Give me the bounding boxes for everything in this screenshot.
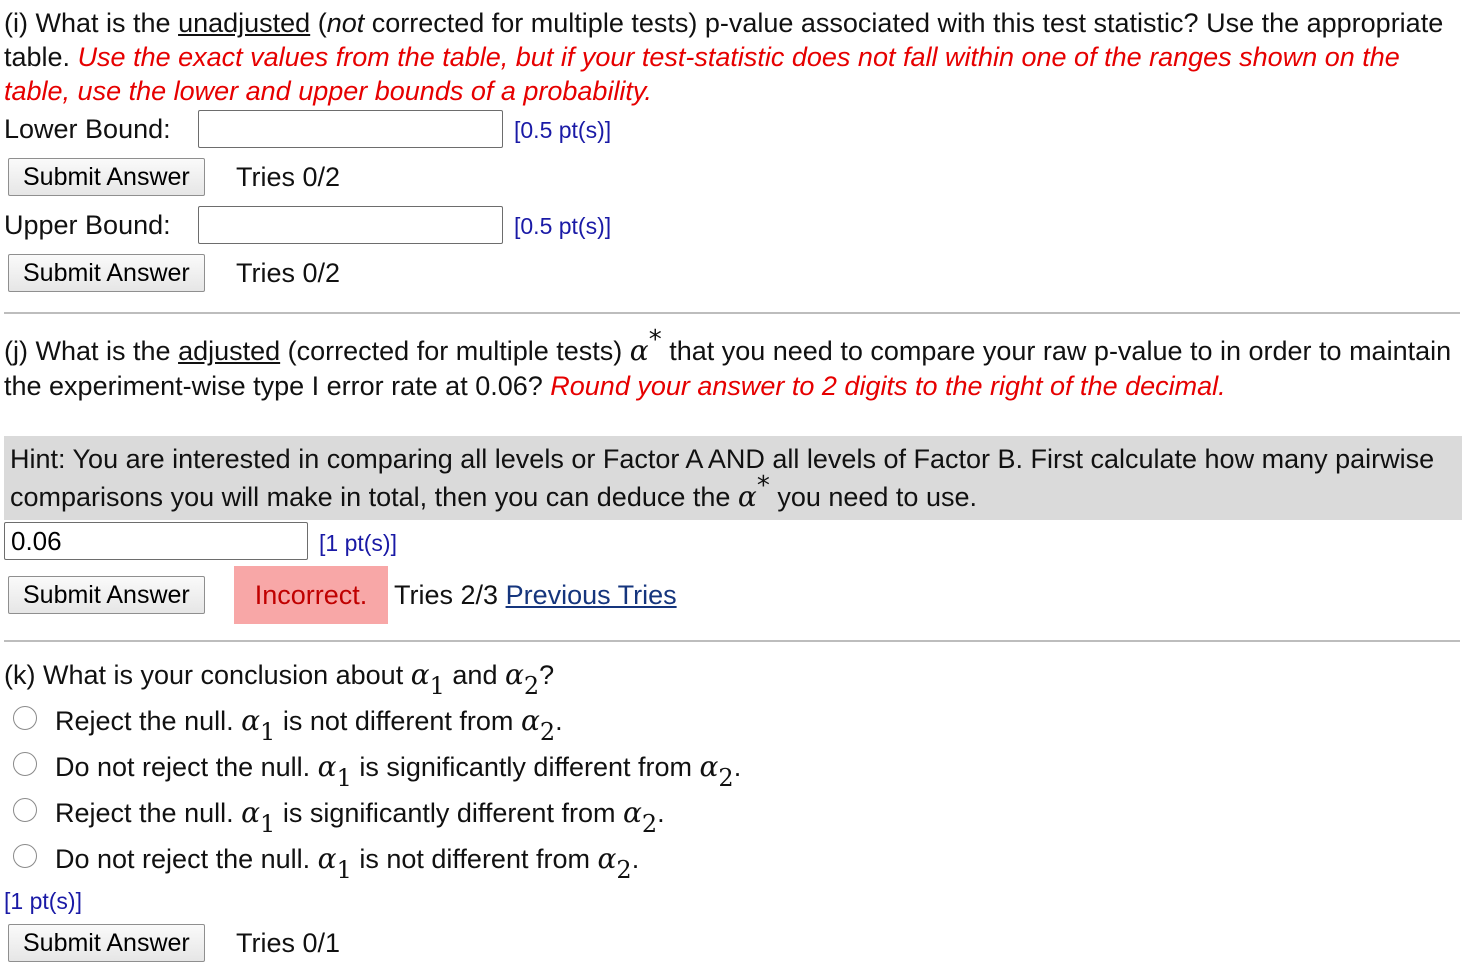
tries-j: Tries 2/3 Previous Tries [394, 580, 677, 610]
alpha-symbol: α [629, 334, 649, 367]
tries-lower: Tries 0/2 [236, 162, 341, 192]
question-j-text: (j) What is the adjusted (corrected for multiple tests) α* that you need to compare your raw p-value to in order to maintain the experiment-wise type I error rate at 0.06? Round your answer to 2 digits to the right of the decimal. [4, 325, 1452, 401]
alpha-answer-input[interactable]: 0.06 [4, 522, 308, 560]
instruction-i: Use the exact values from the table, but if your test-statistic does not fall within one of the ranges shown on the table, use the lower and upper bounds of a probability. [4, 42, 1400, 106]
upper-bound-input[interactable] [198, 206, 503, 244]
radio-option-1[interactable] [13, 706, 37, 730]
question-k-points: [1 pt(s)] [4, 888, 82, 914]
question-k-text: (k) What is your conclusion about α1 and α2? [4, 658, 555, 700]
hint-box: Hint: You are interested in comparing all levels or Factor A AND all levels of Factor B. First calculate how many pairwise comparisons you will make in total, then you can deduce the α* you need to use. [4, 436, 1462, 520]
question-i-text: (i) What is the unadjusted (not corrected for multiple tests) p-value associated with this test statistic? Use the appropriate table. Use the exact values from the table, but if your test-statistic does not fall within one of the ranges shown on the table, use the lower and upper bounds of a probability. [4, 8, 1444, 106]
incorrect-badge: Incorrect. [234, 566, 388, 624]
option-4-label: Do not reject the null. α1 is not different from α2. [55, 842, 640, 884]
instruction-j: Round your answer to 2 digits to the right of the decimal. [550, 371, 1226, 401]
submit-button-j[interactable]: Submit Answer [8, 576, 205, 614]
option-3-label: Reject the null. α1 is significantly different from α2. [55, 796, 665, 838]
radio-option-2[interactable] [13, 752, 37, 776]
radio-option-4[interactable] [13, 844, 37, 868]
submit-button-upper[interactable]: Submit Answer [8, 254, 205, 292]
option-1-label: Reject the null. α1 is not different from α2. [55, 704, 563, 746]
option-2-label: Do not reject the null. α1 is significantly different from α2. [55, 750, 742, 792]
submit-button-lower[interactable]: Submit Answer [8, 158, 205, 196]
tries-k: Tries 0/1 [236, 928, 341, 958]
lower-bound-input[interactable] [198, 110, 503, 148]
lower-bound-points: [0.5 pt(s)] [514, 117, 612, 143]
divider [4, 312, 1460, 314]
divider [4, 640, 1460, 642]
lower-bound-label: Lower Bound: [4, 114, 171, 144]
upper-bound-label: Upper Bound: [4, 210, 171, 240]
alpha-answer-points: [1 pt(s)] [319, 530, 397, 556]
alpha-symbol: α [737, 480, 757, 513]
upper-bound-points: [0.5 pt(s)] [514, 213, 612, 239]
previous-tries-link[interactable]: Previous Tries [505, 580, 677, 610]
submit-button-k[interactable]: Submit Answer [8, 924, 205, 962]
tries-upper: Tries 0/2 [236, 258, 341, 288]
radio-option-3[interactable] [13, 798, 37, 822]
